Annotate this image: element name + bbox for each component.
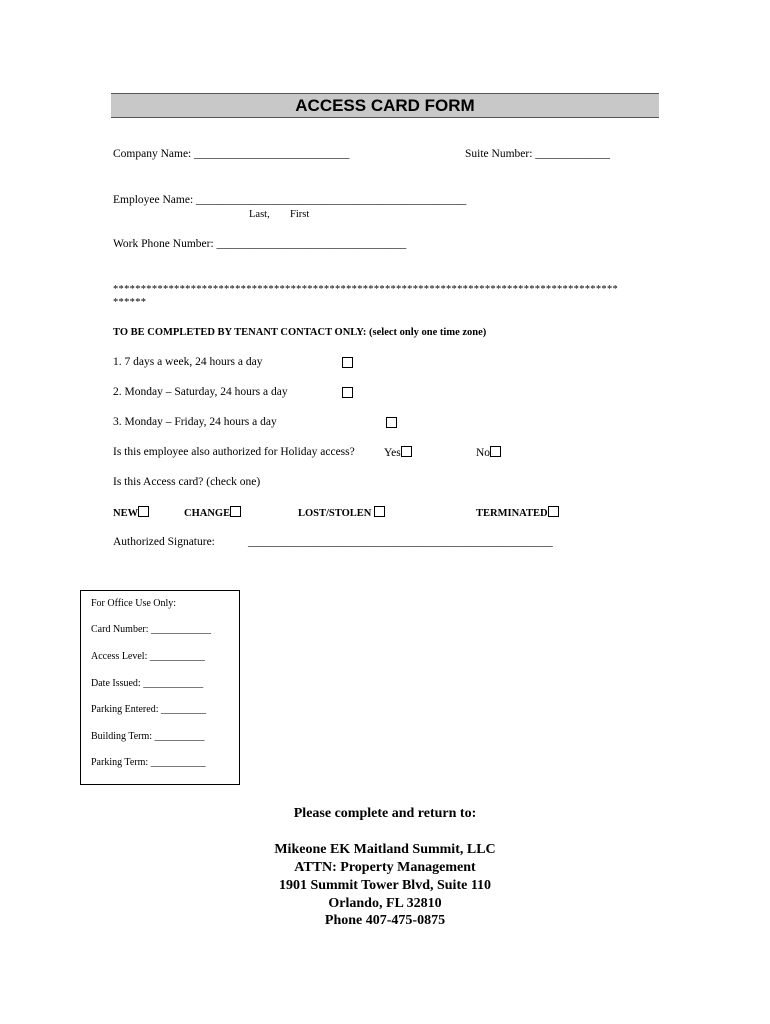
office-parking-entered[interactable]: Parking Entered: _________: [91, 704, 206, 715]
office-use-box: [80, 590, 240, 785]
employee-name-input[interactable]: _______________________________________________: [196, 194, 467, 206]
work-phone-input[interactable]: _________________________________: [216, 238, 407, 250]
office-building-term[interactable]: Building Term: __________: [91, 731, 205, 742]
card-type-lost: [298, 506, 385, 519]
holiday-yes-label: Yes: [384, 447, 401, 459]
signature-label: Authorized Signature:: [113, 536, 215, 548]
holiday-no-option: [476, 446, 501, 459]
option-3-label: 3. Monday – Friday, 24 hours a day: [113, 416, 277, 428]
employee-name-label: Employee Name:: [113, 194, 194, 206]
holiday-yes-option: [384, 446, 412, 459]
return-phone: Phone 407-475-0875: [324, 913, 446, 928]
card-type-new: [113, 506, 149, 519]
holiday-no-label: No: [476, 447, 491, 459]
return-city: Orlando, FL 32810: [328, 896, 442, 911]
card-type-lost-checkbox[interactable]: [374, 506, 385, 517]
holiday-yes-checkbox[interactable]: [401, 446, 412, 457]
company-name-field: [113, 148, 349, 160]
card-type-terminated-label: TERMINATED: [476, 508, 548, 519]
company-name-label: Company Name:: [113, 148, 192, 160]
card-type-new-label: NEW: [113, 508, 139, 519]
card-type-change: [184, 506, 241, 519]
return-company: Mikeone EK Maitland Summit, LLC: [274, 842, 496, 857]
tenant-section-heading: TO BE COMPLETED BY TENANT CONTACT ONLY: (select only one time zone): [113, 327, 487, 338]
card-type-terminated: [476, 506, 559, 519]
office-access-level[interactable]: Access Level: ___________: [91, 651, 205, 662]
suite-number-label: Suite Number:: [465, 148, 533, 160]
card-type-change-label: CHANGE: [184, 508, 231, 519]
separator-stars-line2: ******: [113, 297, 147, 308]
office-use-heading: For Office Use Only:: [91, 598, 177, 609]
card-type-terminated-checkbox[interactable]: [548, 506, 559, 517]
holiday-no-checkbox[interactable]: [490, 446, 501, 457]
return-heading: Please complete and return to:: [293, 806, 477, 821]
employee-name-sublabel-first: First: [290, 209, 310, 220]
form-title: ACCESS CARD FORM: [111, 93, 659, 118]
signature-input[interactable]: _____________________________________________________: [248, 536, 553, 548]
work-phone-field: [113, 238, 406, 250]
card-type-lost-label: LOST/STOLEN: [298, 508, 372, 519]
suite-number-input[interactable]: _____________: [535, 148, 611, 160]
company-name-input[interactable]: ___________________________: [194, 148, 350, 160]
employee-name-sublabel-last: Last,: [249, 209, 270, 220]
office-date-issued[interactable]: Date Issued: ____________: [91, 678, 204, 689]
holiday-question: Is this employee also authorized for Holiday access?: [113, 446, 355, 458]
suite-number-field: [465, 148, 610, 160]
option-3-checkbox[interactable]: [386, 417, 397, 428]
option-2-checkbox[interactable]: [342, 387, 353, 398]
card-type-new-checkbox[interactable]: [138, 506, 149, 517]
employee-name-field: [113, 194, 466, 206]
card-type-change-checkbox[interactable]: [230, 506, 241, 517]
office-card-number[interactable]: Card Number: ____________: [91, 624, 211, 635]
option-1-label: 1. 7 days a week, 24 hours a day: [113, 356, 263, 368]
work-phone-label: Work Phone Number:: [113, 238, 214, 250]
return-street: 1901 Summit Tower Blvd, Suite 110: [278, 878, 492, 893]
option-2-label: 2. Monday – Saturday, 24 hours a day: [113, 386, 288, 398]
option-1-checkbox[interactable]: [342, 357, 353, 368]
separator-stars-line1: *******************************************************************************************: [113, 284, 619, 295]
card-type-question: Is this Access card? (check one): [113, 476, 261, 488]
office-parking-term[interactable]: Parking Term: ___________: [91, 757, 206, 768]
return-attn: ATTN: Property Management: [294, 860, 476, 875]
